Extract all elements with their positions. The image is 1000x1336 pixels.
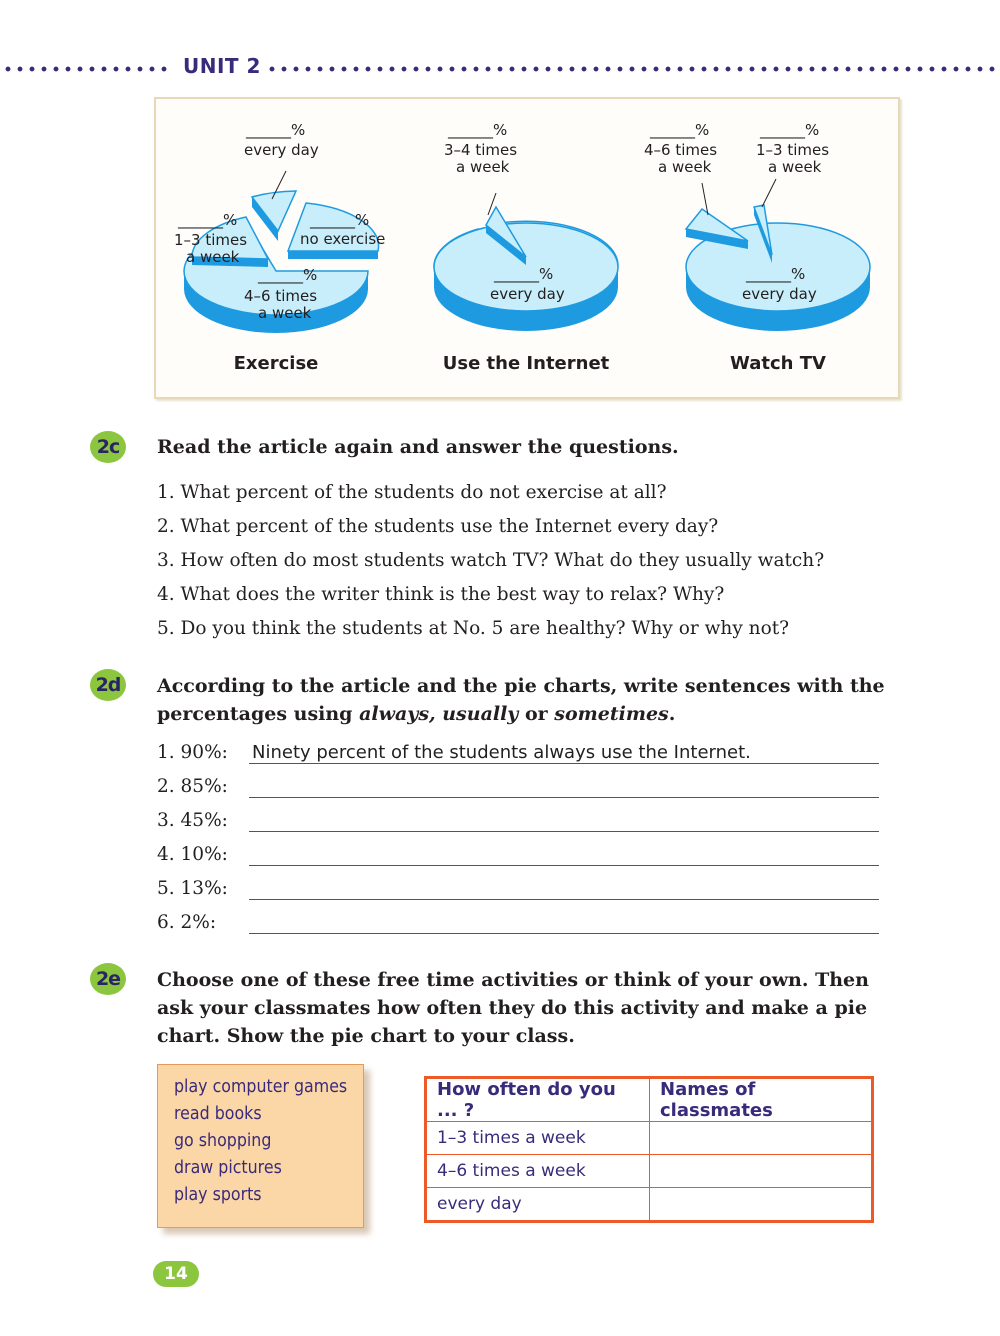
instr-2d-italic1: always, usually — [359, 703, 519, 725]
question-list — [157, 478, 824, 648]
writing-pct: 2. 85%: — [157, 776, 228, 797]
exercise-1-3-pct: ______% — [178, 211, 238, 229]
unit-header — [0, 54, 1000, 82]
survey-names-cell[interactable] — [650, 1122, 873, 1155]
internet-3-4-pct: ______% — [448, 121, 508, 139]
table-row — [426, 1122, 873, 1155]
chart-title-internet: Use the Internet — [442, 353, 610, 374]
pie-side-no-exercise — [288, 251, 378, 259]
exercise-every-day-pct: ______% — [246, 121, 306, 139]
chart-exercise — [174, 121, 385, 374]
writing-pct: 3. 45%: — [157, 810, 228, 831]
activity-item: play sports — [174, 1184, 262, 1205]
writing-line[interactable] — [249, 763, 879, 764]
dotted-rule-right — [266, 66, 1000, 72]
question-5: 5. Do you think the students at No. 5 are healthy? Why or why not? — [157, 618, 790, 639]
exercise-4-6-pct: ______% — [258, 266, 318, 284]
tv-1-3-label-2: a week — [768, 158, 822, 176]
internet-3-4-label-2: a week — [456, 158, 510, 176]
instr-2d-part3: . — [668, 703, 676, 725]
section-badge-2e: 2e — [90, 963, 126, 995]
exercise-4-6-label-1: 4–6 times — [244, 287, 318, 305]
tv-4-6-pct: ______% — [650, 121, 710, 139]
survey-frequency-cell: 4–6 times a week — [426, 1155, 650, 1188]
exercise-1-3-label-2: a week — [186, 248, 240, 266]
tv-4-6-label-2: a week — [658, 158, 712, 176]
page-number: 14 — [153, 1261, 199, 1287]
tv-every-day-label: every day — [742, 285, 817, 303]
table-row — [426, 1155, 873, 1188]
activity-item: read books — [174, 1103, 262, 1124]
writing-answer-example: Ninety percent of the students always use the Internet. — [252, 742, 751, 763]
question-3: 3. How often do most students watch TV? What do they usually watch? — [157, 550, 825, 571]
chart-title-exercise: Exercise — [233, 353, 319, 374]
pie-charts-svg — [156, 99, 898, 397]
activity-list — [158, 1065, 363, 1208]
writing-pct: 4. 10%: — [157, 844, 228, 865]
writing-item-1 — [157, 738, 887, 772]
writing-item-4 — [157, 840, 887, 874]
exercise-no-exercise-label: no exercise — [300, 230, 386, 248]
tv-1-3-label-1: 1–3 times — [756, 141, 830, 159]
activity-item: play computer games — [174, 1076, 348, 1097]
writing-pct: 5. 13%: — [157, 878, 228, 899]
instr-2d-part2: or — [518, 703, 555, 725]
survey-table — [424, 1076, 874, 1223]
exercise-4-6-label-2: a week — [258, 304, 312, 322]
writing-line[interactable] — [249, 933, 879, 934]
tv-every-day-pct: ______% — [746, 265, 806, 283]
survey-frequency-cell: every day — [426, 1188, 650, 1222]
writing-item-6 — [157, 908, 887, 942]
survey-names-cell[interactable] — [650, 1188, 873, 1222]
internet-every-day-label: every day — [490, 285, 565, 303]
question-1: 1. What percent of the students do not exercise at all? — [157, 482, 667, 503]
tv-1-3-pct: ______% — [760, 121, 820, 139]
writing-pct: 6. 2%: — [157, 912, 217, 933]
instr-2d-part1: According to the article and the pie charts, write sentences with the percentages using — [157, 675, 885, 725]
unit-title: UNIT 2 — [183, 54, 261, 78]
writing-line[interactable] — [249, 899, 879, 900]
writing-line[interactable] — [249, 797, 879, 798]
exercise-every-day-label: every day — [244, 141, 319, 159]
survey-names-cell[interactable] — [650, 1155, 873, 1188]
internet-3-4-label-1: 3–4 times — [444, 141, 518, 159]
section-2d-instruction — [157, 672, 897, 728]
survey-header-row — [426, 1078, 873, 1122]
activity-item: go shopping — [174, 1130, 272, 1151]
writing-list — [157, 738, 887, 942]
survey-header-frequency: How often do you ... ? — [426, 1078, 650, 1122]
writing-pct: 1. 90%: — [157, 742, 228, 763]
writing-line[interactable] — [249, 865, 879, 866]
dotted-rule-left — [2, 66, 170, 72]
section-2e-instruction: Choose one of these free time activities or think of your own. Then ask your classmates how often they do this activity and make a pie chart. Show the pie chart to your class. — [157, 969, 869, 1047]
survey-header-names: Names of classmates — [650, 1078, 873, 1122]
internet-every-day-pct: ______% — [494, 265, 554, 283]
exercise-no-exercise-pct: ______% — [310, 211, 370, 229]
section-2c-instruction: Read the article again and answer the questions. — [157, 436, 679, 458]
writing-item-5 — [157, 874, 887, 908]
chart-watch-tv — [644, 121, 870, 374]
chart-title-watch-tv: Watch TV — [730, 353, 826, 374]
leader-line-tv-1-3 — [762, 179, 776, 207]
writing-item-2 — [157, 772, 887, 806]
activity-item: draw pictures — [174, 1157, 282, 1178]
question-4: 4. What does the writer think is the best way to relax? Why? — [157, 584, 725, 605]
section-badge-2d: 2d — [90, 669, 126, 701]
activity-box — [157, 1064, 364, 1228]
tv-4-6-label-1: 4–6 times — [644, 141, 718, 159]
chart-use-internet — [434, 121, 618, 374]
question-2: 2. What percent of the students use the Internet every day? — [157, 516, 719, 537]
table-row — [426, 1188, 873, 1222]
instr-2d-italic2: sometimes — [554, 703, 669, 725]
pie-charts-panel — [154, 97, 900, 399]
writing-item-3 — [157, 806, 887, 840]
section-badge-2c: 2c — [90, 431, 126, 463]
survey-frequency-cell: 1–3 times a week — [426, 1122, 650, 1155]
writing-line[interactable] — [249, 831, 879, 832]
exercise-1-3-label-1: 1–3 times — [174, 231, 248, 249]
